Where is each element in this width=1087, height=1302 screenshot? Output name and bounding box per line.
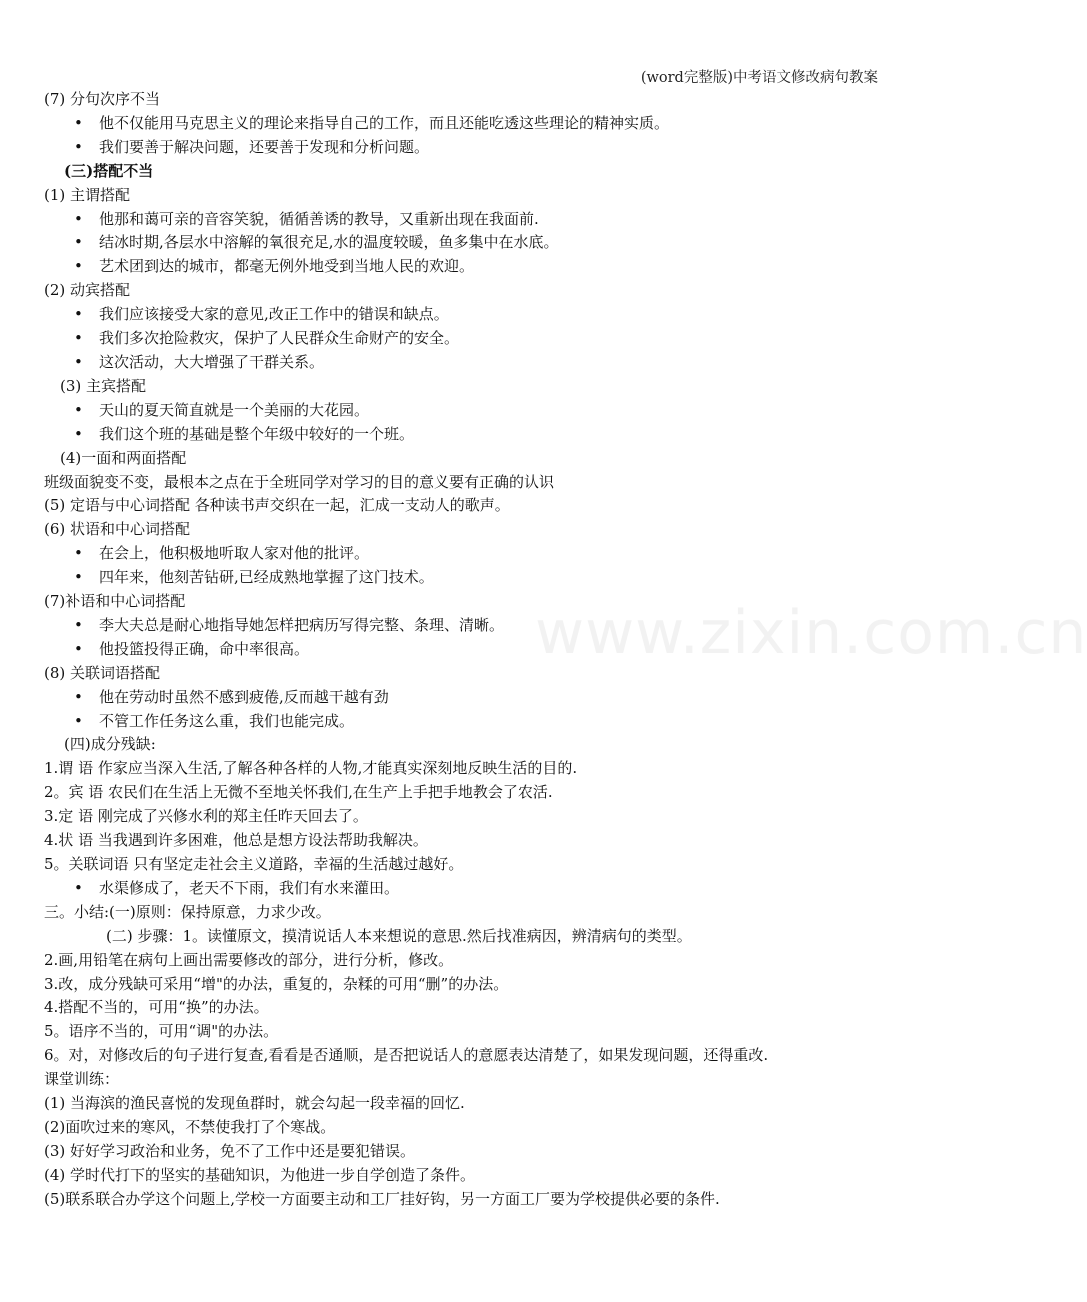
bullet-item: • 结冰时期,各层水中溶解的氧很充足,水的温度较暖，鱼多集中在水底。 — [44, 231, 884, 255]
bullet-item: • 艺术团到达的城市，都毫无例外地受到当地人民的欢迎。 — [44, 255, 884, 279]
bullet-item: • 他投篮投得正确，命中率很高。 — [44, 638, 884, 662]
bullet-item: • 水渠修成了，老天不下雨，我们有水来灌田。 — [44, 877, 884, 901]
text-line: (1) 当海滨的渔民喜悦的发现鱼群时，就会勾起一段幸福的回忆. — [44, 1094, 465, 1113]
text-line: 班级面貌变不变，最根本之点在于全班同学对学习的目的意义要有正确的认识 — [44, 472, 555, 491]
text-line: (四)成分残缺: — [64, 735, 156, 754]
text-line: 4.状 语 当我遇到许多困难，他总是想方设法帮助我解决。 — [44, 831, 428, 850]
bullet-item: • 我们要善于解决问题，还要善于发现和分析问题。 — [44, 136, 884, 160]
text-line: (2) 动宾搭配 — [44, 281, 131, 300]
text-line: (3) 好好学习政治和业务，免不了工作中还是要犯错误。 — [44, 1141, 416, 1160]
text-line: (3) 主宾搭配 — [60, 376, 147, 395]
bullet-item: • 我们应该接受大家的意见,改正工作中的错误和缺点。 — [44, 303, 884, 327]
bullet-item: • 我们多次抢险救灾，保护了人民群众生命财产的安全。 — [44, 327, 884, 351]
bullet-item: • 他那和蔼可亲的音容笑貌，循循善诱的教导，又重新出现在我面前. — [44, 208, 884, 232]
bullet-item: • 他在劳动时虽然不感到疲倦,反而越干越有劲 — [44, 686, 884, 710]
text-line: (8) 关联词语搭配 — [44, 663, 161, 682]
text-line: (5) 定语与中心词搭配 各种读书声交织在一起，汇成一支动人的歌声。 — [44, 496, 510, 515]
text-line: (7) 分句次序不当 — [44, 90, 161, 108]
bullet-item: • 不管工作任务这么重，我们也能完成。 — [44, 710, 884, 734]
text-line: (7)补语和中心词搭配 — [44, 592, 186, 611]
text-line: (4)一面和两面搭配 — [60, 448, 187, 467]
text-line: 3.定 语 刚完成了兴修水利的郑主任昨天回去了。 — [44, 807, 368, 826]
bullet-item: • 我们这个班的基础是整个年级中较好的一个班。 — [44, 423, 884, 447]
bullet-item: • 天山的夏天简直就是一个美丽的大花园。 — [44, 399, 884, 423]
text-line: 5。关联词语 只有坚定走社会主义道路，幸福的生活越过越好。 — [44, 855, 464, 873]
text-line: (三)搭配不当 — [64, 161, 154, 180]
bullet-item: • 他不仅能用马克思主义的理论来指导自己的工作，而且还能吃透这些理论的精神实质。 — [44, 112, 884, 136]
text-line: 6。对，对修改后的句子进行复查,看看是否通顺，是否把说话人的意愿表达清楚了，如果发现问题，还得重改. — [44, 1046, 769, 1065]
bullet-item: • 四年来，他刻苦钻研,已经成熟地掌握了这门技术。 — [44, 566, 884, 590]
text-line: 2。宾 语 农民们在生活上无微不至地关怀我们,在生产上手把手地教会了农活. — [44, 783, 553, 802]
text-line: (2)面吹过来的寒风，不禁使我打了个寒战。 — [44, 1117, 336, 1136]
text-line: 课堂训练： — [44, 1070, 120, 1089]
text-line: 2.画,用铅笔在病句上画出需要修改的部分，进行分析，修改。 — [44, 950, 454, 969]
text-line: (二) 步骤：1。读懂原文，摸清说话人本来想说的意思.然后找准病因，辨清病句的类型。 — [106, 926, 692, 945]
watermark: www.zixin.com.cn — [535, 598, 1087, 668]
bullet-item: • 李大夫总是耐心地指导她怎样把病历写得完整、条理、清晰。 — [44, 614, 884, 638]
text-line: (6) 状语和中心词搭配 — [44, 520, 191, 539]
page-header-title: (word完整版)中考语文修改病句教案 — [640, 70, 878, 86]
bullet-item: • 这次活动，大大增强了干群关系。 — [44, 351, 884, 375]
text-line: 1.谓 语 作家应当深入生活,了解各种各样的人物,才能真实深刻地反映生活的目的. — [44, 759, 578, 778]
document-body — [44, 88, 884, 1212]
text-line: (4) 学时代打下的坚实的基础知识，为他进一步自学创造了条件。 — [44, 1165, 476, 1184]
text-line: 4.搭配不当的，可用“换”的办法。 — [44, 998, 269, 1017]
text-line: 三。小结:(一)原则：保持原意，力求少改。 — [44, 902, 331, 921]
text-line: 3.改，成分残缺可采用“增"的办法，重复的，杂糅的可用“删”的办法。 — [44, 974, 509, 993]
text-line: (5)联系联合办学这个问题上,学校一方面要主动和工厂挂好钩，另一方面工厂要为学校提供必要的条件. — [44, 1189, 720, 1208]
bullet-item: • 在会上，他积极地听取人家对他的批评。 — [44, 542, 884, 566]
text-line: 5。语序不当的，可用“调"的办法。 — [44, 1022, 279, 1041]
text-line: (1) 主谓搭配 — [44, 185, 131, 204]
